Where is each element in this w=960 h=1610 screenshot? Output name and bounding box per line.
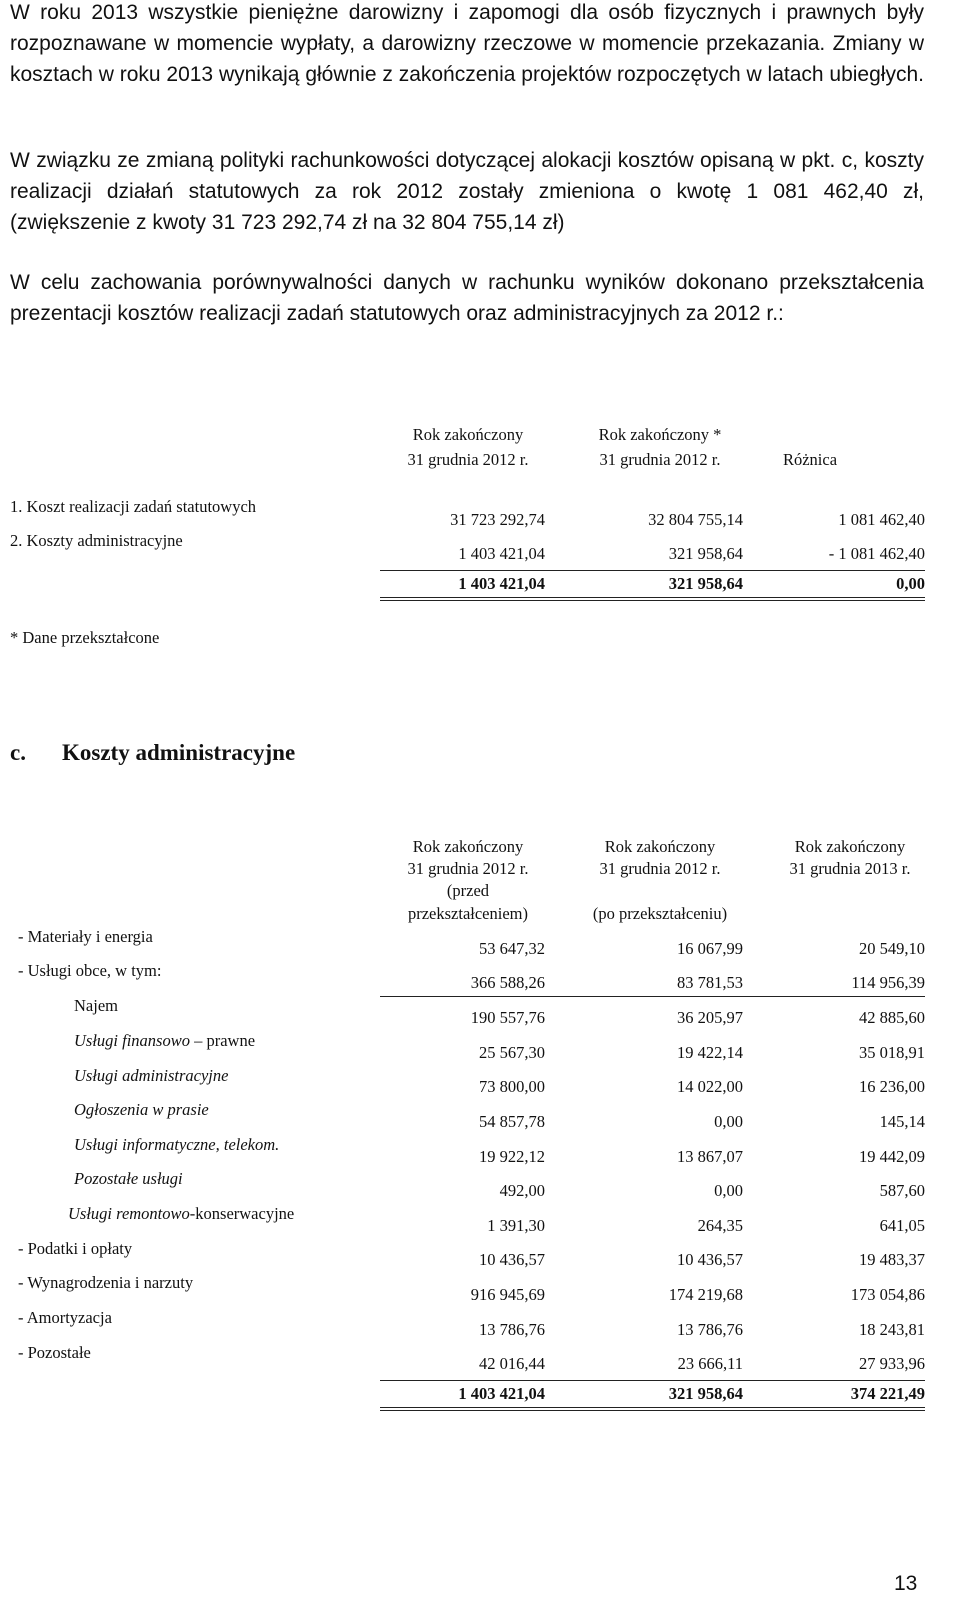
t2-total-value: 374 221,49 <box>850 1384 925 1403</box>
t2-total-value: 1 403 421,04 <box>458 1384 545 1403</box>
t2-value: 10 436,57 <box>479 1250 545 1269</box>
t2-value: 1 391,30 <box>487 1216 545 1235</box>
t2-value: 13 867,07 <box>677 1147 743 1166</box>
t2-value: 16 067,99 <box>677 939 743 958</box>
t2-value: 13 786,76 <box>479 1320 545 1339</box>
t2-col3-header-line: Rok zakończony <box>794 837 906 856</box>
t1-col3-header: Różnica <box>782 450 838 469</box>
t1-row-label: 2. Koszty administracyjne <box>10 531 183 550</box>
t2-value: 19 483,37 <box>859 1250 925 1269</box>
t2-col1-header-line: (przed <box>446 881 490 900</box>
t2-value: 19 922,12 <box>479 1147 545 1166</box>
t1-row-value: 1 403 421,04 <box>458 544 545 563</box>
t2-value: 10 436,57 <box>677 1250 743 1269</box>
t2-value: 35 018,91 <box>859 1043 925 1062</box>
t1-total-value: 321 958,64 <box>668 574 743 593</box>
t2-value: 54 857,78 <box>479 1112 545 1131</box>
t2-value: 641,05 <box>879 1216 925 1235</box>
t2-value: 16 236,00 <box>859 1077 925 1096</box>
t1-footnote: * Dane przekształcone <box>10 628 160 647</box>
t2-sum-line <box>380 1380 925 1381</box>
t1-col1-header-line1: Rok zakończony <box>412 425 524 444</box>
t2-value: 916 945,69 <box>470 1285 545 1304</box>
t2-row-label: Najem <box>74 996 118 1015</box>
section-title: Koszty administracyjne <box>62 740 296 765</box>
t2-value: 366 588,26 <box>470 973 545 992</box>
t2-value: 18 243,81 <box>859 1320 925 1339</box>
t2-row-label: Usługi finansowo – prawne <box>74 1031 256 1050</box>
t2-total-double-line <box>380 1407 925 1411</box>
t2-value: 13 786,76 <box>677 1320 743 1339</box>
t1-total-value: 0,00 <box>896 574 925 593</box>
page-number: 13 <box>894 1572 918 1595</box>
t2-value: 190 557,76 <box>470 1008 545 1027</box>
t2-row-label: - Usługi obce, w tym: <box>18 961 162 980</box>
t2-value: 42 016,44 <box>479 1354 545 1373</box>
t2-row-label: - Wynagrodzenia i narzuty <box>18 1273 194 1292</box>
t1-row-value: 321 958,64 <box>668 544 743 563</box>
t2-col3-header-line: 31 grudnia 2013 r. <box>789 859 911 878</box>
t1-col2-header-line2: 31 grudnia 2012 r. <box>599 450 721 469</box>
t2-value: 20 549,10 <box>859 939 925 958</box>
t2-row-label: - Pozostałe <box>18 1343 91 1362</box>
t2-value: 83 781,53 <box>677 973 743 992</box>
t2-row-label: - Amortyzacja <box>18 1308 112 1327</box>
t2-row-label: Usługi administracyjne <box>74 1066 229 1085</box>
t2-subtotal-line <box>380 996 925 997</box>
t2-value: 25 567,30 <box>479 1043 545 1062</box>
t2-value: 27 933,96 <box>859 1354 925 1373</box>
t2-value: 42 885,60 <box>859 1008 925 1027</box>
t2-row-label: Pozostałe usługi <box>74 1169 183 1188</box>
section-letter: c. <box>10 740 26 765</box>
t2-col2-header-line: Rok zakończony <box>604 837 716 856</box>
t2-total-value: 321 958,64 <box>668 1384 743 1403</box>
t2-value: 114 956,39 <box>851 973 925 992</box>
t1-total-double-line <box>380 597 925 601</box>
t1-row-value: - 1 081 462,40 <box>828 544 925 563</box>
t2-col1-header-line: przekształceniem) <box>407 904 528 923</box>
t1-row-label: 1. Koszt realizacji zadań statutowych <box>10 497 257 516</box>
t2-value: 36 205,97 <box>677 1008 743 1027</box>
t2-value: 19 422,14 <box>677 1043 743 1062</box>
t2-value: 19 442,09 <box>859 1147 925 1166</box>
t2-row-label: - Materiały i energia <box>18 927 153 946</box>
t1-col1-header-line2: 31 grudnia 2012 r. <box>407 450 529 469</box>
t1-row-value: 31 723 292,74 <box>450 510 545 529</box>
t1-total-value: 1 403 421,04 <box>458 574 545 593</box>
t2-col1-header-line: 31 grudnia 2012 r. <box>407 859 529 878</box>
t2-value: 53 647,32 <box>479 939 545 958</box>
t1-sum-line <box>380 570 925 571</box>
t2-value: 492,00 <box>499 1181 545 1200</box>
paragraph-comparability: W celu zachowania porównywalności danych w rachunku wyników dokonano przekształcenia prezentacji kosztów realizacji zadań statutowych oraz administracyjnych za 2012 r.: <box>10 271 924 325</box>
t2-value: 0,00 <box>714 1112 743 1131</box>
t2-value: 73 800,00 <box>479 1077 545 1096</box>
t2-value: 145,14 <box>879 1112 925 1131</box>
paragraph-donations: W roku 2013 wszystkie pieniężne darowizny i zapomogi dla osób fizycznych i prawnych były rozpoznawane w momencie wypłaty, a darowizny rzeczowe w momencie przekazania. Zmiany w kosztach w roku 2013 wynikają głównie z zakończenia projektów rozpoczętych w latach ubiegłych. <box>10 1 924 86</box>
t2-value: 14 022,00 <box>677 1077 743 1096</box>
t1-row-value: 32 804 755,14 <box>648 510 743 529</box>
t2-col2-header-line: 31 grudnia 2012 r. <box>599 859 721 878</box>
t2-col1-header-line: Rok zakończony <box>412 837 524 856</box>
t2-value: 264,35 <box>697 1216 743 1235</box>
t2-value: 587,60 <box>879 1181 925 1200</box>
t2-value: 173 054,86 <box>850 1285 925 1304</box>
t2-value: 0,00 <box>714 1181 743 1200</box>
t2-row-label: Ogłoszenia w prasie <box>74 1100 209 1119</box>
t1-row-value: 1 081 462,40 <box>838 510 925 529</box>
t2-value: 174 219,68 <box>668 1285 743 1304</box>
t2-row-label: - Podatki i opłaty <box>18 1239 133 1258</box>
t1-col2-header-line1: Rok zakończony * <box>598 425 722 444</box>
t2-value: 23 666,11 <box>677 1354 743 1373</box>
t2-col2-header-line: (po przekształceniu) <box>592 904 728 923</box>
t2-row-label: Usługi informatyczne, telekom. <box>74 1135 280 1154</box>
t2-row-label: Usługi remontowo-konserwacyjne <box>68 1204 295 1223</box>
paragraph-policy-change: W związku ze zmianą polityki rachunkowości dotyczącej alokacji kosztów opisaną w pkt. c, koszty realizacji działań statutowych za rok 2012 zostały zmieniona o kwotę 1 081 462,40 zł, (zwiększenie z kwoty 31 723 292,74 zł na 32 804 755,14 zł) <box>10 149 924 234</box>
